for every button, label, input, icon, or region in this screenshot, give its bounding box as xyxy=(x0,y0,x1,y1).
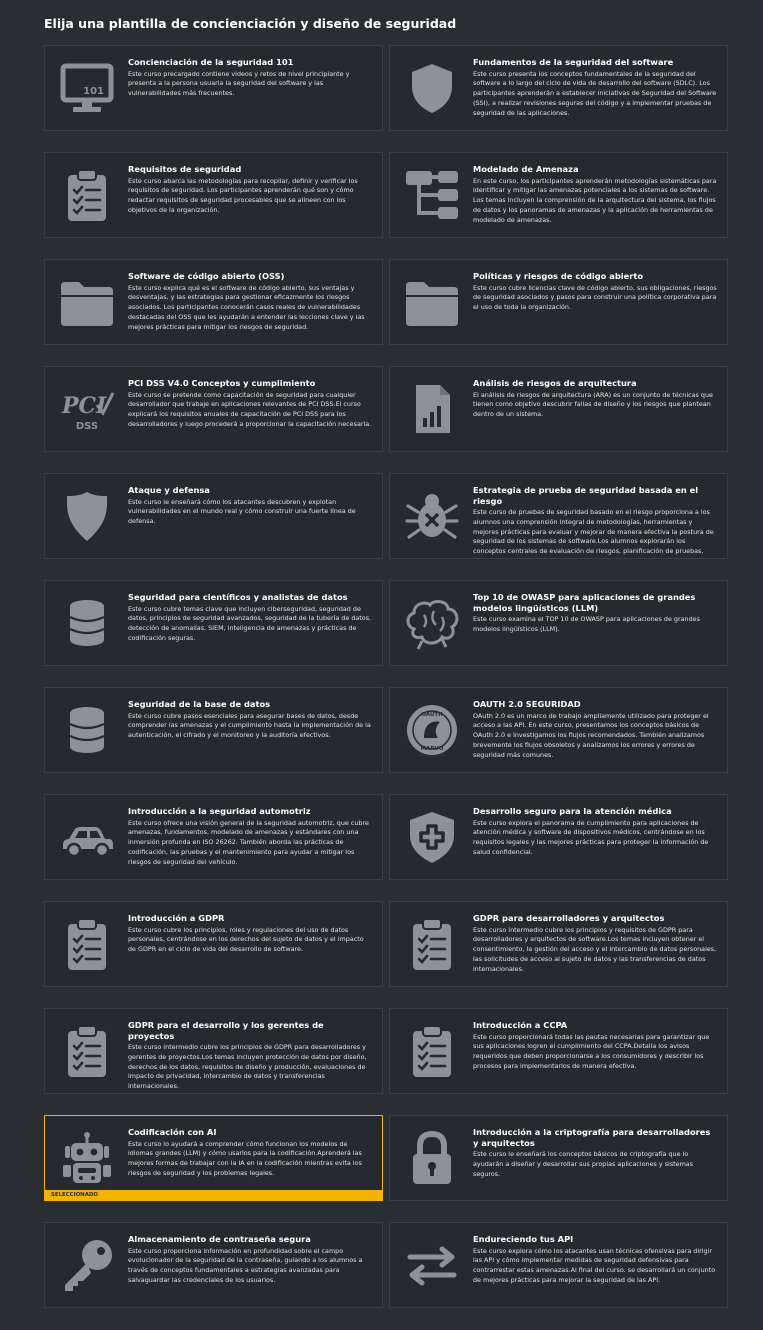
template-card[interactable] xyxy=(389,580,728,666)
template-title: Introducción a CCPA xyxy=(473,1020,568,1030)
template-text xyxy=(128,1020,372,1092)
template-title: Introducción a GDPR xyxy=(128,913,225,923)
template-description: Este curso examina el TOP 10 de OWASP para aplicaciones de grandes modelos lingüísticos (LLM). xyxy=(473,615,700,633)
template-title: Modelado de Amenaza xyxy=(473,164,579,174)
template-card[interactable] xyxy=(389,1222,728,1308)
exchange-arrows-icon xyxy=(400,1233,464,1297)
template-description: Este curso proporcionará todas las pautas necesarias para garantizar que sus aplicaciones logren el cumplimiento del CCPA.Detalla los avisos requeridos que deben proporcionarse a los consumidores y describir los procesos para implementarlos de manera efectiva. xyxy=(473,1032,710,1070)
template-description: Este curso explora el panorama de cumplimiento para aplicaciones de atención médica y software de dispositivos médicos, centrándose en los requisitos legales y las mejores prácticas para proteger la información de salud confidencial. xyxy=(473,818,709,856)
svg-text:MARVO: MARVO xyxy=(420,746,444,752)
template-title: Fundamentos de la seguridad del software xyxy=(473,57,674,67)
template-card[interactable] xyxy=(44,901,383,987)
template-title: Software de código abierto (OSS) xyxy=(128,271,285,281)
clipboard-checklist-icon xyxy=(55,912,119,976)
svg-text:101: 101 xyxy=(83,86,104,97)
database-icon xyxy=(55,591,119,655)
clipboard-checklist-icon xyxy=(55,163,119,227)
svg-text:OAUTH: OAUTH xyxy=(421,712,443,718)
key-icon xyxy=(55,1233,119,1297)
template-title: GDPR para el desarrollo y los gerentes de proyectos xyxy=(128,1020,324,1041)
template-text xyxy=(128,485,372,527)
template-title: Seguridad para científicos y analistas de datos xyxy=(128,592,348,602)
template-description: Este curso abarca las metodologías para recopilar, definir y verificar los requisitos de seguridad. Los participantes aprenderán qué son y cómo redactar requisitos de seguridad procesables que se alineen con los objetivos de la organización. xyxy=(128,176,358,214)
template-text xyxy=(473,699,717,760)
template-card[interactable] xyxy=(389,794,728,880)
template-title: Top 10 de OWASP para aplicaciones de grandes modelos lingüísticos (LLM) xyxy=(473,592,696,613)
template-text xyxy=(473,806,717,858)
template-card[interactable] xyxy=(44,259,383,345)
template-card[interactable] xyxy=(44,366,383,452)
template-text xyxy=(473,164,717,225)
page-title: Elija una plantilla de concienciación y diseño de seguridad xyxy=(44,16,457,31)
clipboard-checklist-icon xyxy=(400,1019,464,1083)
sitemap-icon xyxy=(400,163,464,227)
template-text xyxy=(473,1127,717,1179)
template-description: Este curso le enseñará los conceptos básicos de criptografía que lo ayudarán a diseñar y desarrollar sus propias aplicaciones y sistemas seguros. xyxy=(473,1150,694,1178)
template-card[interactable] xyxy=(389,901,728,987)
template-text xyxy=(473,1234,717,1286)
monitor-101-icon xyxy=(55,56,119,120)
template-text xyxy=(128,1127,372,1179)
template-description: Este curso explica qué es el software de código abierto, sus ventajas y desventajas, y las estrategias para gestionar eficazmente los riesgos asociados. Los participantes conocerán casos reales de vulnerabilidades destacadas del OSS que les ayudarán a entender las lecciones clave y las mejores prácticas para mitigar los riesgos de seguridad. xyxy=(128,283,365,331)
template-text xyxy=(473,57,717,118)
template-card[interactable] xyxy=(44,45,383,131)
template-card[interactable] xyxy=(44,1222,383,1308)
template-text xyxy=(128,57,372,99)
template-card[interactable] xyxy=(389,1115,728,1201)
template-text xyxy=(473,271,717,313)
template-title: Requisitos de seguridad xyxy=(128,164,242,174)
template-description: Este curso proporciona información en profundidad sobre el campo evolucionador de la seguridad de la contraseña, guiando a los alumnos a través de conceptos fundamentales a estrategias avanzadas para salvaguardar las credenciales de los usuarios. xyxy=(128,1246,363,1284)
template-title: Almacenamiento de contraseña segura xyxy=(128,1234,311,1244)
template-title: Ataque y defensa xyxy=(128,485,210,495)
template-card[interactable] xyxy=(44,580,383,666)
template-text xyxy=(128,164,372,216)
template-description: Este curso cubre temas clave que incluyen ciberseguridad, seguridad de datos, principios de seguridad avanzados, seguridad de la tubería de datos, detección de anomalías, SIEM, inteligencia de amenazas y prácticas de codificación seguras. xyxy=(128,604,372,642)
template-card[interactable] xyxy=(389,45,728,131)
clipboard-checklist-icon xyxy=(400,912,464,976)
template-card[interactable] xyxy=(44,473,383,559)
template-title: Codificación con AI xyxy=(128,1127,217,1137)
template-text xyxy=(473,913,717,974)
robot-icon xyxy=(55,1126,119,1190)
template-card[interactable] xyxy=(44,1008,383,1094)
svg-text:DSS: DSS xyxy=(75,421,99,432)
template-text xyxy=(473,1020,717,1072)
template-description: Este curso cubre licencias clave de código abierto, sus obligaciones, riesgos de seguridad asociados y pasos para construir una política corporativa para el uso de toda la organización. xyxy=(473,283,717,312)
padlock-icon xyxy=(400,1126,464,1190)
template-description: El análisis de riesgos de arquitectura (ARA) es un conjunto de técnicas que tienen como objetivo descubrir fallas de diseño y los riesgos que plantean dentro de un sistema. xyxy=(473,390,713,419)
template-card[interactable] xyxy=(389,366,728,452)
template-description: Este curso le enseñará cómo los atacantes descubren y explotan vulnerabilidades en el mundo real y cómo construir una fuerte línea de defensa. xyxy=(128,497,356,526)
template-text xyxy=(473,592,717,635)
template-title: Seguridad de la base de datos xyxy=(128,699,271,709)
folder-icon xyxy=(400,270,464,334)
brain-icon xyxy=(400,591,464,655)
template-text xyxy=(128,806,372,867)
template-description: Este curso explora cómo los atacantes usan técnicas ofensivas para dirigir las API y cómo implementar medidas de seguridad defensivas para contrarrestar estas amenazas.Al final del curso. se desarrollará un conjunto de mejores prácticas para mejorar la seguridad de las API. xyxy=(473,1246,716,1284)
template-title: Estrategia de prueba de seguridad basada en el riesgo xyxy=(473,485,699,506)
selected-badge: SELECCIONADO xyxy=(45,1190,382,1200)
template-title: Políticas y riesgos de código abierto xyxy=(473,271,644,281)
template-description: Este curso presenta los conceptos fundamentales de la seguridad del software a lo largo del ciclo de vida de desarrollo del software (SDLC). Los participantes aprenderán a establecer iniciativas de Seguridad del Software (SSI), a realizar revisiones seguras del código y a implementar pruebas de seguridad de las aplicaciones. xyxy=(473,69,717,117)
clipboard-checklist-icon xyxy=(55,1019,119,1083)
template-card[interactable] xyxy=(44,794,383,880)
template-card[interactable] xyxy=(389,1008,728,1094)
template-card[interactable] xyxy=(44,152,383,238)
template-description: Este curso se pretende como capacitación de seguridad para cualquier desarrollador que trabaje en aplicaciones relevantes de PCI DSS.El curso explicará los requisitos anuales de capacitación de PCI DSS para los desarrolladores y luego procederá a proporcionar la capacitación necesaria. xyxy=(128,390,372,428)
template-title: Endureciendo tus API xyxy=(473,1234,574,1244)
template-description: Este curso intermedio cubre los principios de GDPR para desarrolladores y gerentes de proyectos.Los temas incluyen protección de datos por diseño, derechos de los datos, requisitos de diseño y producción, evaluaciones de impacto de privacidad, intercambio de datos y transferencias internacionales. xyxy=(128,1043,367,1091)
database-icon xyxy=(55,698,119,762)
template-text xyxy=(473,378,717,420)
police-badge-icon xyxy=(55,484,119,548)
template-title: PCI DSS V4.0 Conceptos y cumplimiento xyxy=(128,378,316,388)
medical-shield-icon xyxy=(400,805,464,869)
template-title: Análisis de riesgos de arquitectura xyxy=(473,378,637,388)
template-title: Introducción a la criptografía para desarrolladores y arquitectos xyxy=(473,1127,711,1148)
svg-text:PCI: PCI xyxy=(62,393,107,419)
template-description: Este curso ofrece una visión general de la seguridad automotriz, que cubre amenazas, fundamentos, modelado de amenazas y estándares con una inmersión profunda en ISO 26262. También aborda las prácticas de codificación, las pruebas y el mantenimiento para ayudar a mitigar los riesgos de seguridad del vehículo. xyxy=(128,818,369,866)
folder-icon xyxy=(55,270,119,334)
template-card[interactable] xyxy=(389,687,728,773)
template-description: Este curso cubre pasos esenciales para asegurar bases de datos, desde comprender las amenazas y el cumplimiento hasta la implementación de la autenticación, el cifrado y el monitoreo y la auditoría efectivos. xyxy=(128,711,371,740)
template-card[interactable] xyxy=(44,687,383,773)
pci-dss-logo-icon xyxy=(55,377,119,441)
template-description: Este curso intermedio cubre los principios y requisitos de GDPR para desarrolladores y arquitectos de software.Los temas incluyen obtener el consentimiento, la gestión del acceso y el intercambio de datos personales, las solicitudes de acceso al sujeto de datos y las transferencias de datos internacionales. xyxy=(473,925,717,973)
template-text xyxy=(128,913,372,955)
template-text xyxy=(128,378,372,430)
template-description: Este curso precargado contiene videos y retos de nivel principiante y presenta a la persona usuaria la seguridad del software y las vulnerabilidades más frecuentes. xyxy=(128,69,350,98)
template-description: En este curso, los participantes aprenderán metodologías sistemáticas para identificar y mitigar las amenazas potenciales a los sistemas de software. Los temas incluyen la comprensión de la arquitectura del sistema, los flujos de datos y los panoramas de amenazas y la aplicación de herramientas de modelado de amenazas. xyxy=(473,176,717,224)
template-text xyxy=(128,699,372,741)
template-card[interactable] xyxy=(44,1115,383,1201)
template-description: Este curso de pruebas de seguridad basado en el riesgo proporciona a los alumnos una comprensión integral de metodologías, herramientas y mejores prácticas para evaluar y mejorar de manera efectiva la postura de seguridad de los sistemas de software.Los alumnos explorarán los conceptos centrales de evaluación de riesgos, planificación de pruebas, xyxy=(473,508,714,556)
bug-icon xyxy=(400,484,464,548)
template-text xyxy=(128,1234,372,1286)
template-title: Concienciación de la seguridad 101 xyxy=(128,57,294,67)
template-card[interactable] xyxy=(389,152,728,238)
template-text xyxy=(473,485,717,557)
template-card[interactable] xyxy=(389,473,728,559)
template-title: GDPR para desarrolladores y arquitectos xyxy=(473,913,665,923)
template-title: OAUTH 2.0 SEGURIDAD xyxy=(473,699,581,709)
template-description: Este curso lo ayudará a comprender cómo funcionan los modelos de idiomas grandes (LLM) y cómo usarlos para la codificación.Aprenderá las mejores formas de trabajar con la IA en la codificación mientras evita los riesgos de seguridad y los problemas legales. xyxy=(128,1139,362,1177)
template-title: Introducción a la seguridad automotriz xyxy=(128,806,311,816)
template-description: OAuth 2.0 es un marco de trabajo ampliamente utilizado para proteger el acceso a las API. En este curso, presentamos los conceptos básicos de OAuth 2.0 e investigamos los flujos recomendados. También analizamos brevemente los flujos obsoletos y analizamos los errores y errores de seguridad más comunes. xyxy=(473,711,709,759)
oauth-logo-icon xyxy=(400,698,464,762)
template-title: Desarrollo seguro para la atención médica xyxy=(473,806,672,816)
shield-icon xyxy=(400,56,464,120)
template-card[interactable] xyxy=(389,259,728,345)
template-description: Este curso cubre los principios, roles y regulaciones del uso de datos personales, centrándose en los derechos del sujeto de datos y el impacto de GDPR en el ciclo de vida del desarrollo de software. xyxy=(128,925,364,954)
template-text xyxy=(128,592,372,644)
template-text xyxy=(128,271,372,332)
file-chart-icon xyxy=(400,377,464,441)
car-icon xyxy=(55,805,119,869)
